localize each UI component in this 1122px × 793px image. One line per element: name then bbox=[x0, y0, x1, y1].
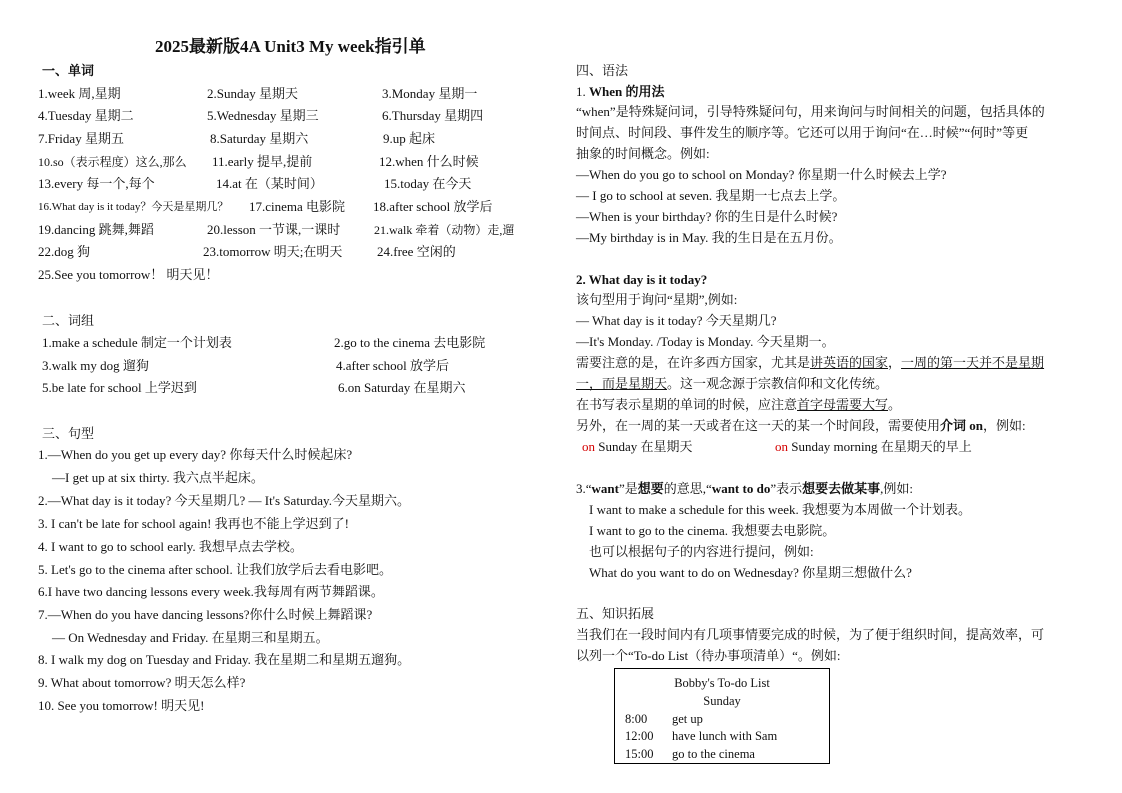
extension-heading: 五、知识拓展 bbox=[576, 606, 655, 621]
phrase-item: 4.after school 放学后 bbox=[336, 358, 450, 373]
todo-task: have lunch with Sam bbox=[672, 729, 778, 743]
grammar-when-title: 1. When 的用法 bbox=[576, 84, 665, 99]
sentence-line: 10. See you tomorrow! 明天见! bbox=[38, 698, 205, 713]
todo-day: Sunday bbox=[703, 694, 741, 708]
sentence-line: —I get up at six thirty. 我六点半起床。 bbox=[52, 470, 264, 485]
sentence-line: 2.—What day is it today? 今天星期几? — It's Saturday.今天星期六。 bbox=[38, 493, 410, 508]
grammar-paragraph: “when”是特殊疑问词，引导特殊疑问句，用来询问与时间相关的问题，包括具体的 bbox=[576, 104, 1045, 119]
sentence-line: 3. I can't be late for school again! 我再也不能上学迟到了! bbox=[38, 516, 350, 531]
grammar-note: 另外，在一周的某一天或者在这一天的某一个时间段，需要使用介词 on，例如: bbox=[576, 418, 1026, 433]
vocab-item: 25.See you tomorrow！ 明天见！ bbox=[38, 267, 219, 282]
phrase-item: 2.go to the cinema 去电影院 bbox=[334, 335, 486, 350]
grammar-paragraph: 该句型用于询问“星期”,例如: bbox=[576, 292, 738, 307]
vocab-item: 4.Tuesday 星期二 bbox=[38, 108, 134, 123]
sentence-line: 8. I walk my dog on Tuesday and Friday. 我在星期二和星期五遛狗。 bbox=[38, 652, 411, 667]
vocab-item: 1.week 周,星期 bbox=[38, 86, 121, 101]
todo-title: Bobby's To-do List bbox=[674, 676, 770, 690]
vocab-item: 2.Sunday 星期天 bbox=[207, 86, 299, 101]
vocab-item: 22.dog 狗 bbox=[38, 244, 91, 259]
vocab-item: 16.What day is it today？今天是星期几？ bbox=[38, 201, 229, 213]
grammar-paragraph: 时间点、时间段、事件发生的顺序等。它还可以用于询问“在…时候”“何时”等更 bbox=[576, 125, 1029, 140]
vocab-item: 10.so（表示程度）这么,那么 bbox=[38, 155, 187, 169]
todo-list-box bbox=[614, 668, 830, 764]
example-line: —It's Monday. /Today is Monday. 今天星期一。 bbox=[576, 334, 835, 349]
vocab-item: 14.at 在（某时间） bbox=[216, 176, 323, 191]
vocab-item: 19.dancing 跳舞,舞蹈 bbox=[38, 222, 154, 237]
sentence-line: 5. Let's go to the cinema after school. 让我们放学后去看电影吧。 bbox=[38, 562, 393, 577]
phrase-item: 5.be late for school 上学迟到 bbox=[42, 380, 197, 395]
phrase-item: 1.make a schedule 制定一个计划表 bbox=[42, 335, 232, 350]
vocab-item: 20.lesson 一节课,一课时 bbox=[207, 222, 341, 237]
example-line: What do you want to do on Wednesday? 你星期三想做什么? bbox=[589, 565, 912, 580]
sentence-line: — On Wednesday and Friday. 在星期三和星期五。 bbox=[52, 630, 329, 645]
vocab-item: 8.Saturday 星期六 bbox=[210, 131, 309, 146]
grammar-note: 一，而是星期天。这一观念源于宗教信仰和文化传统。 bbox=[576, 376, 889, 391]
vocab-item: 21.walk 牵着（动物）走,遛 bbox=[374, 223, 515, 237]
vocab-item: 11.early 提早,提前 bbox=[212, 154, 313, 169]
example-line: —When do you go to school on Monday? 你星期一什么时候去上学? bbox=[576, 167, 947, 182]
grammar-paragraph: 抽象的时间概念。例如: bbox=[576, 146, 710, 161]
sentence-line: 1.—When do you get up every day? 你每天什么时候起床? bbox=[38, 447, 353, 462]
todo-time: 8:00 bbox=[625, 712, 648, 726]
vocab-item: 3.Monday 星期一 bbox=[382, 86, 478, 101]
vocab-item: 13.every 每一个,每个 bbox=[38, 176, 155, 191]
example-line: I want to go to the cinema. 我想要去电影院。 bbox=[589, 523, 836, 538]
grammar-note: 在书写表示星期的单词的时候，应注意首字母需要大写。 bbox=[576, 397, 902, 412]
sentences-heading: 三、句型 bbox=[42, 426, 95, 441]
sentence-line: 6.I have two dancing lessons every week.我每周有两节舞蹈课。 bbox=[38, 584, 384, 599]
vocab-item: 24.free 空闲的 bbox=[377, 244, 456, 259]
grammar-heading: 四、语法 bbox=[576, 63, 629, 78]
vocab-item: 18.after school 放学后 bbox=[373, 199, 493, 214]
todo-task: get up bbox=[672, 712, 703, 726]
phrase-item: 6.on Saturday 在星期六 bbox=[338, 380, 466, 395]
vocab-item: 9.up 起床 bbox=[383, 131, 436, 146]
vocab-item: 15.today 在今天 bbox=[384, 176, 472, 191]
todo-time: 12:00 bbox=[625, 729, 654, 743]
phrases-heading: 二、词组 bbox=[42, 313, 95, 328]
example-line: I want to make a schedule for this week. 我想要为本周做一个计划表。 bbox=[589, 502, 971, 517]
vocab-item: 23.tomorrow 明天;在明天 bbox=[203, 244, 343, 259]
vocab-item: 6.Thursday 星期四 bbox=[382, 108, 484, 123]
sentence-line: 7.—When do you have dancing lessons?你什么时候上舞蹈课? bbox=[38, 607, 373, 622]
todo-task: go to the cinema bbox=[672, 747, 755, 761]
phrase-item: 3.walk my dog 遛狗 bbox=[42, 358, 149, 373]
example-line: —My birthday is in May. 我的生日是在五月份。 bbox=[576, 230, 842, 245]
example-line: on Sunday 在星期天 bbox=[582, 439, 693, 454]
vocab-item: 12.when 什么时候 bbox=[379, 154, 479, 169]
grammar-want-title: 3.“want”是想要的意思,“want to do”表示想要去做某事,例如: bbox=[576, 481, 913, 496]
extension-paragraph: 当我们在一段时间内有几项事情要完成的时候，为了便于组织时间，提高效率，可 bbox=[576, 627, 1045, 642]
example-line: —When is your birthday? 你的生日是什么时候? bbox=[576, 209, 838, 224]
vocab-item: 17.cinema 电影院 bbox=[249, 199, 346, 214]
vocab-item: 5.Wednesday 星期三 bbox=[207, 108, 319, 123]
extension-paragraph: 以列一个“To-do List（待办事项清单）“。例如: bbox=[576, 648, 841, 663]
example-line: 也可以根据句子的内容进行提问，例如: bbox=[589, 544, 814, 559]
vocab-item: 7.Friday 星期五 bbox=[38, 131, 124, 146]
grammar-note: 需要注意的是，在许多西方国家，尤其是讲英语的国家，一周的第一天并不是星期 bbox=[576, 355, 1045, 370]
example-line: — I go to school at seven. 我星期一七点去上学。 bbox=[576, 188, 846, 203]
grammar-day-title: 2. What day is it today? bbox=[576, 272, 708, 287]
example-line: — What day is it today? 今天星期几? bbox=[576, 313, 777, 328]
sentence-line: 9. What about tomorrow? 明天怎么样? bbox=[38, 675, 246, 690]
example-line: on Sunday morning 在星期天的早上 bbox=[775, 439, 972, 454]
sentence-line: 4. I want to go to school early. 我想早点去学校。 bbox=[38, 539, 303, 554]
page-title: 2025最新版4A Unit3 My week指引单 bbox=[155, 37, 426, 56]
todo-time: 15:00 bbox=[625, 747, 654, 761]
vocab-heading: 一、单词 bbox=[42, 63, 95, 78]
